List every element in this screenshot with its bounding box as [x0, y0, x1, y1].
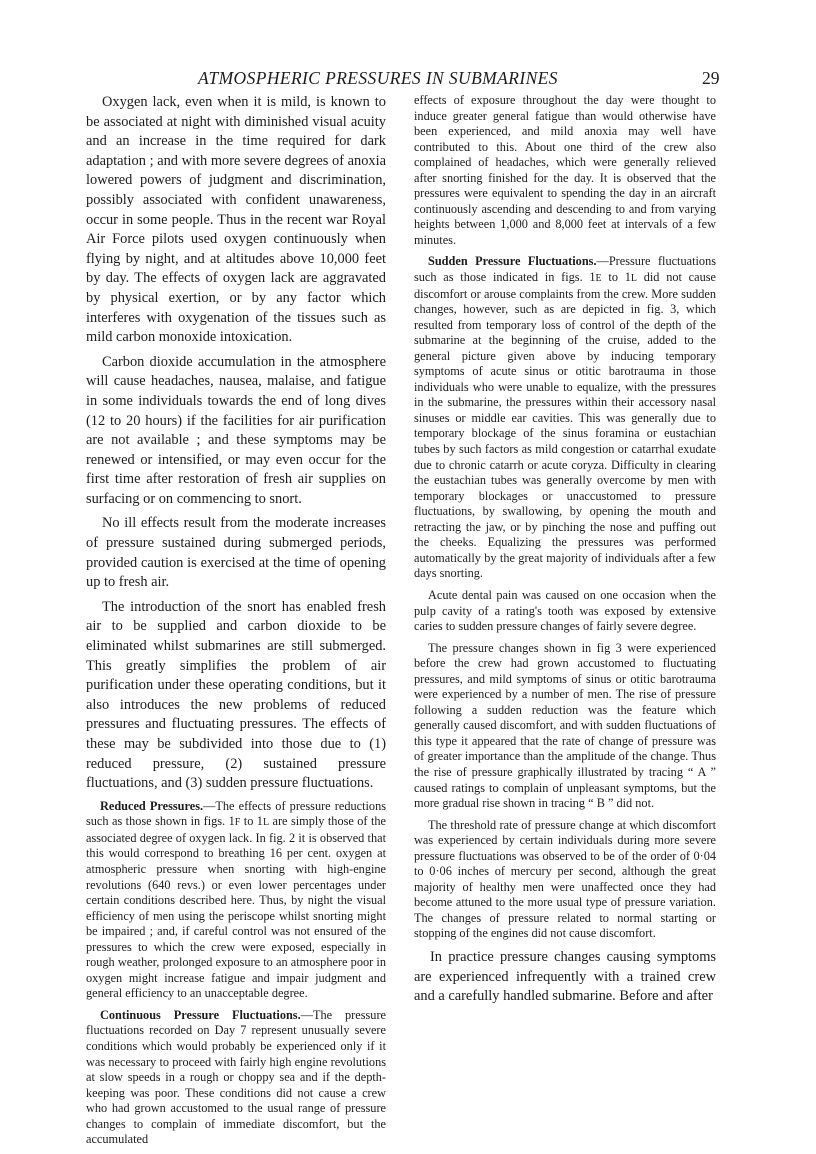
paragraph-snort-introduction: The introduction of the snort has enabled fresh air to be supplied and carbon dioxide to be eliminated whilst submarines are still submerged. This greatly simplifies the problem of air purification under these operating conditions, but it also introduces the new problems of reduced pressures and fluctuating pressures. The effects of these may be subdivided into those due to (1) reduced pressure, (2) sustained pressure fluctuations, and (3) sudden pressure fluctuations. [86, 598, 386, 792]
paragraph-reduced-pressures [86, 799, 386, 1002]
paragraph-sudden-fluctuations [414, 254, 716, 581]
heading-reduced-pressures: Reduced Pressures. [100, 798, 204, 813]
paragraph-threshold-rate: The threshold rate of pressure change at which discomfort was experienced by certain individuals during more severe pressure fluctuations was observed to be of the order of 0·04 to 0·06 inches of mercury per second, although the great majority of healthy men were unaffected once they had become attuned to the more usual type of pressure variation. The changes of pressure related to normal starting or stopping of the engines did not cause discomfort. [414, 817, 716, 941]
continuous-body: —The pressure fluctuations recorded on Day 7 represent unusually severe conditions which would probably be experienced only if it was necessary to proceed with fairly high engine revolutions at slow speeds in a rough or choppy sea and if the depth-keeping was poor. These conditions did not cause a crew who had grown accustomed to the usual range of pressure changes to complain of immediate discomfort, but the accumulated [86, 1007, 386, 1147]
reduced-body-3: are simply those of the associated degree of oxygen lack. In fig. 2 it is observed that this would correspond to breathing 16 per cent. oxygen at atmospheric pressure when snorting with high-engine revolutions (640 revs.) or even lower percentages under certain conditions described here. Thus, by night the visual efficiency of men using the periscope whilst snorting might be impaired ; and, if careful control was not ensured of the pressures to which the crew were exposed, especially in rough weather, prolonged exposure to an atmosphere poor in oxygen might increase fatigue and impair judgment and general efficiency to an unacceptable degree. [86, 814, 386, 1001]
paragraph-fig3-changes: The pressure changes shown in fig 3 were experienced before the crew had grown accustomed to fluctuating pressures, and mild symptoms of sinus or otitic barotrauma were experienced by a number of men. The rise of pressure following a sudden reduction was the feature which generally caused discomfort, and with sudden fluctuations of this type it appeared that the rate of change of pressure was of greater importance than the amplitude of the change. Thus the rise of pressure graphically illustrated by tracing “ A ” caused ratings to complain of unpleasant symptoms, but the more gradual rise shown in tracing “ B ” did not. [414, 640, 716, 811]
reduced-fig-a: F [234, 817, 241, 829]
paragraph-fatigue-continued: effects of exposure throughout the day were thought to induce greater general fatigue than would otherwise have been experienced, and mild anoxia may well have contributed to this. About one third of the crew also complained of headaches, which were generally relieved after snorting finished for the day. It is observed that the pressures were equivalent to spending the day in an aircraft continuously ascending and descending to and from varying heights between 1,000 and 8,000 feet at intervals of a few minutes. [414, 93, 716, 247]
reduced-body-1: —The effects of pressure reductions such as those shown in figs. 1 [86, 798, 386, 829]
reduced-body-2: to 1 [240, 814, 263, 829]
paragraph-in-practice: In practice pressure changes causing symptoms are experienced infrequently with a trained crew and a carefully handled submarine. Before and after [414, 948, 716, 1005]
reduced-fig-b: L [262, 817, 270, 829]
paragraph-increased-pressure: No ill effects result from the moderate increases of pressure sustained during submerged periods, provided caution is exercised at the time of opening up to fresh air. [86, 515, 386, 591]
sudden-fig-a: E [595, 273, 602, 285]
page-number: 29 [702, 68, 720, 88]
right-column [414, 93, 716, 1012]
sudden-fig-b: L [630, 273, 637, 285]
sudden-body-3: did not cause discomfort or arouse complaints from the crew. More sudden changes, however, such as are depicted in fig. 3, which resulted from temporary loss of control of the depth of the submarine at the beginning of the cruise, added to the general picture given above by inducing temporary symptoms of acute sinus or otitic barotrauma in those individuals who were unable to equalize, with the pressures in the submarine, the pressures within their accessory nasal sinuses or middle ear cavities. This was generally due to temporary blockage of the sinus foramina or eustachian tubes by such factors as mild congestion or catarrhal exudate due to chronic catarrh or acute coryza. Difficulty in clearing the eustachian tubes was generally overcome by men with temporary blockages or unaccustomed to pressure fluctuations, by swallowing, by opening the mouth and retracting the jaw, or by pinching the nose and puffing out the cheeks. Equalizing the pressures was performed automatically by the great majority of individuals after a few days snorting. [414, 270, 716, 581]
paragraph-continuous-fluctuations [86, 1008, 386, 1148]
paragraph-carbon-dioxide: Carbon dioxide accumulation in the atmosphere will cause headaches, nausea, malaise, and fatigue in some individuals towards the end of long dives (12 to 20 hours) if the facilities for air purification are not available ; and these symptoms may be renewed or intensified, or may even occur for the first time after restoration of fresh air supplies on surfacing or on commencing to snort. [86, 353, 386, 507]
sudden-body-1: —Pressure fluctuations such as those indicated in figs. 1 [414, 254, 716, 285]
running-title: ATMOSPHERIC PRESSURES IN SUBMARINES [198, 68, 558, 88]
heading-sudden-fluctuations: Sudden Pressure Fluctuations. [428, 254, 597, 269]
left-column [86, 93, 386, 1154]
heading-continuous-fluctuations: Continuous Pressure Fluctuations. [100, 1007, 301, 1022]
paragraph-dental-pain: Acute dental pain was caused on one occasion when the pulp cavity of a rating's tooth was exposed by extensive caries to sudden pressure changes of fairly severe degree. [414, 587, 716, 634]
paragraph-oxygen-lack: Oxygen lack, even when it is mild, is known to be associated at night with diminished visual acuity and an increase in the time required for dark adaptation ; and with more severe degrees of anoxia lowered powers of judgment and discrimination, possibly associated with confident unawareness, occur in some people. Thus in the recent war Royal Air Force pilots used oxygen continuously when flying by night, and at altitudes above 10,000 feet by day. The effects of oxygen lack are aggravated by physical exertion, or by any factor which interferes with oxygenation of the tissues such as mild carbon monoxide intoxication. [86, 94, 386, 346]
sudden-body-2: to 1 [601, 270, 631, 285]
